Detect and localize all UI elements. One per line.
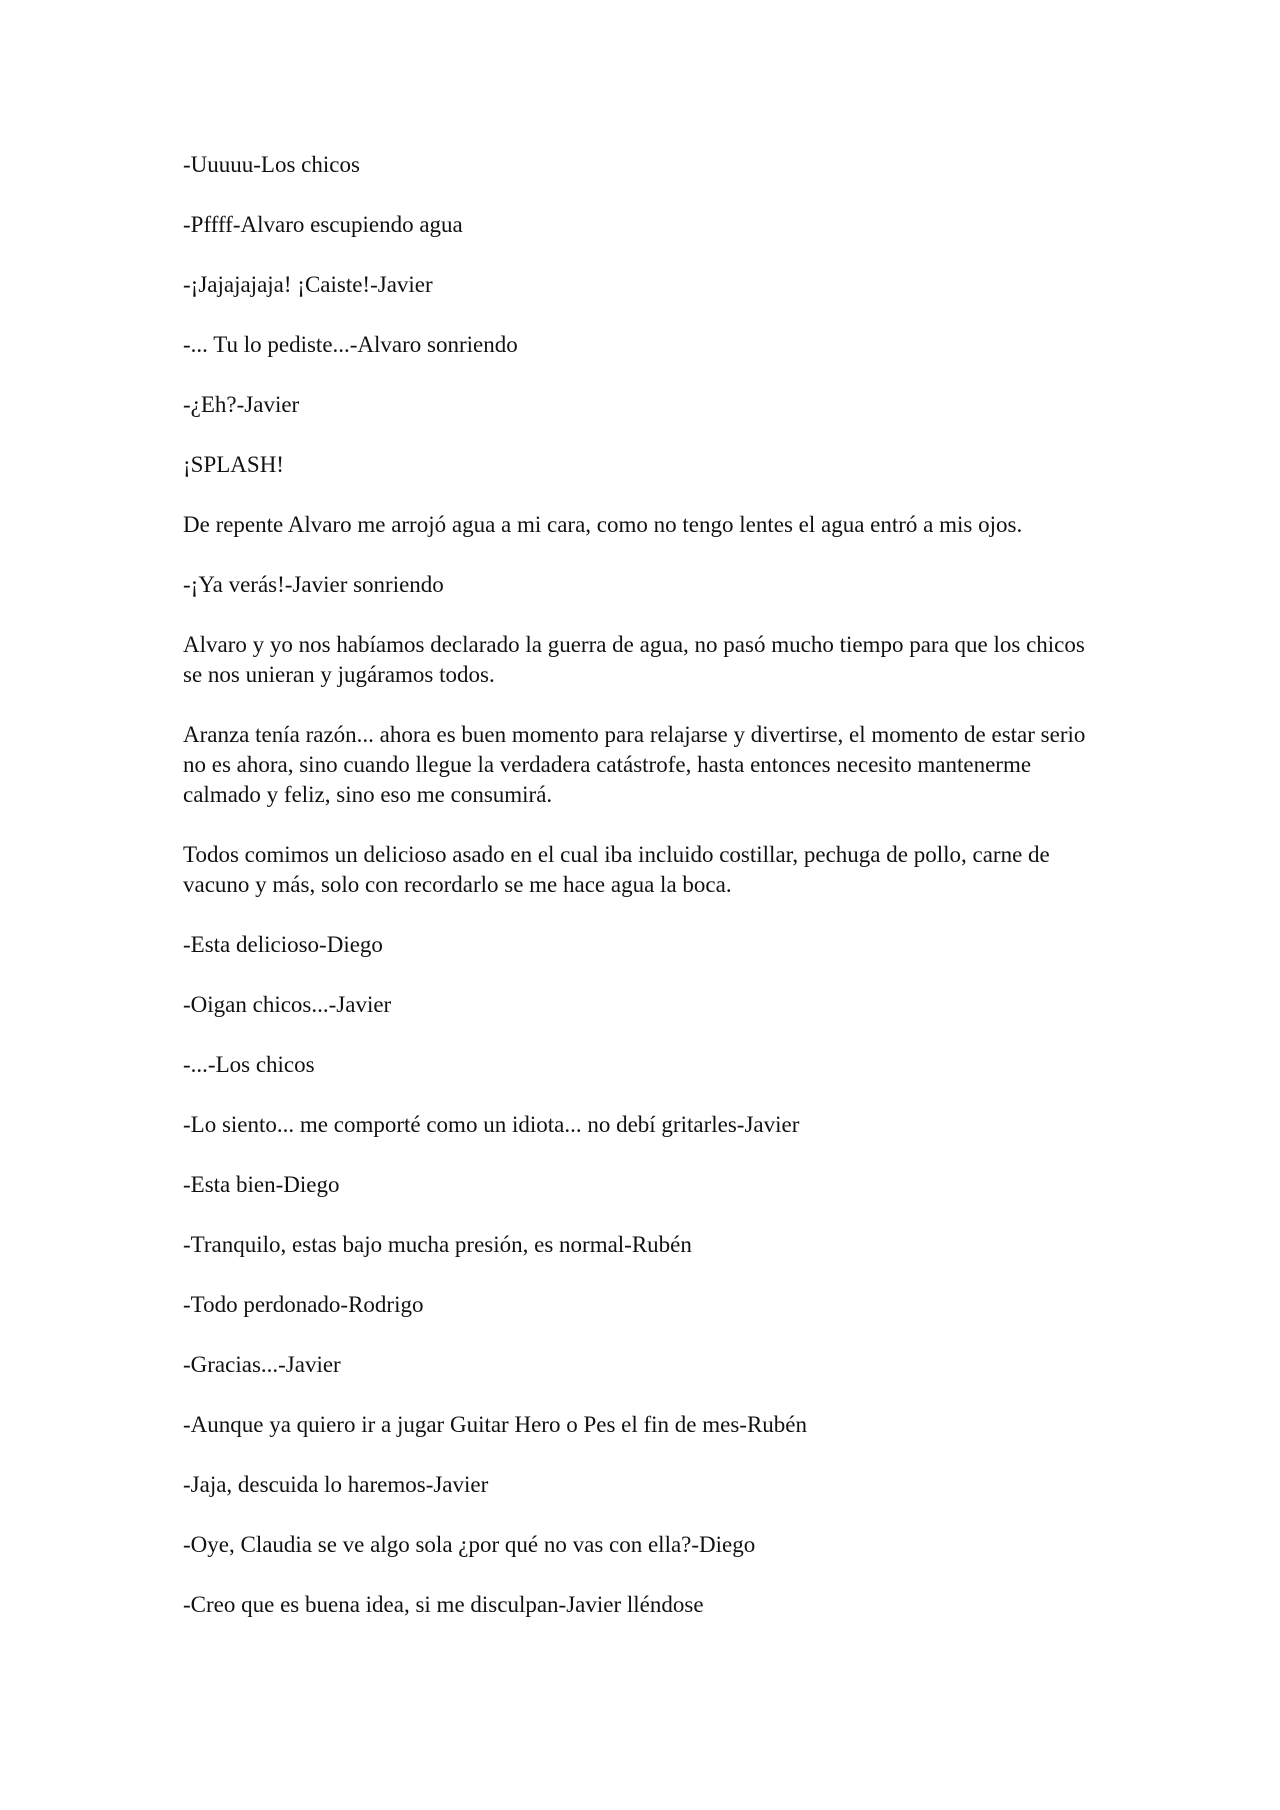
- dialogue-line: -Todo perdonado-Rodrigo: [183, 1292, 424, 1317]
- dialogue-line: -Oye, Claudia se ve algo sola ¿por qué no vas con ella?-Diego: [183, 1532, 756, 1557]
- dialogue-line: -¿Eh?-Javier: [183, 392, 300, 417]
- dialogue-line: -Aunque ya quiero ir a jugar Guitar Hero o Pes el fin de mes-Rubén: [183, 1412, 808, 1437]
- dialogue-line: -Esta delicioso-Diego: [183, 932, 383, 957]
- dialogue-line: -Uuuuu-Los chicos: [183, 152, 360, 177]
- dialogue-line: -Gracias...-Javier: [183, 1352, 341, 1377]
- dialogue-line: -Pffff-Alvaro escupiendo agua: [183, 212, 463, 237]
- narration-paragraph: Alvaro y yo nos habíamos declarado la guerra de agua, no pasó mucho tiempo para que los chicos se nos unieran y jugáramos todos.: [183, 632, 1085, 687]
- dialogue-line: -Esta bien-Diego: [183, 1172, 340, 1197]
- narration-paragraph: Aranza tenía razón... ahora es buen momento para relajarse y divertirse, el momento de estar serio no es ahora, sino cuando llegue la verdadera catástrofe, hasta entonces necesito mantenerme calmado y feliz, sino eso me consumirá.: [183, 722, 1086, 807]
- dialogue-line: -Jaja, descuida lo haremos-Javier: [183, 1472, 489, 1497]
- document-page: [183, 150, 1103, 1650]
- dialogue-line: -Tranquilo, estas bajo mucha presión, es normal-Rubén: [183, 1232, 692, 1257]
- dialogue-line: -...-Los chicos: [183, 1052, 315, 1077]
- dialogue-line: -Lo siento... me comporté como un idiota... no debí gritarles-Javier: [183, 1112, 800, 1137]
- dialogue-line: -¡Ya verás!-Javier sonriendo: [183, 572, 444, 597]
- dialogue-line: -Creo que es buena idea, si me disculpan-Javier lléndose: [183, 1592, 704, 1617]
- narration-paragraph: De repente Alvaro me arrojó agua a mi cara, como no tengo lentes el agua entró a mis ojos.: [183, 512, 1023, 537]
- narration-paragraph: Todos comimos un delicioso asado en el cual iba incluido costillar, pechuga de pollo, carne de vacuno y más, solo con recordarlo se me hace agua la boca.: [183, 842, 1050, 897]
- dialogue-line: -Oigan chicos...-Javier: [183, 992, 392, 1017]
- dialogue-line: -¡Jajajajaja! ¡Caiste!-Javier: [183, 272, 433, 297]
- dialogue-line: -... Tu lo pediste...-Alvaro sonriendo: [183, 332, 518, 357]
- sound-effect: ¡SPLASH!: [183, 452, 284, 477]
